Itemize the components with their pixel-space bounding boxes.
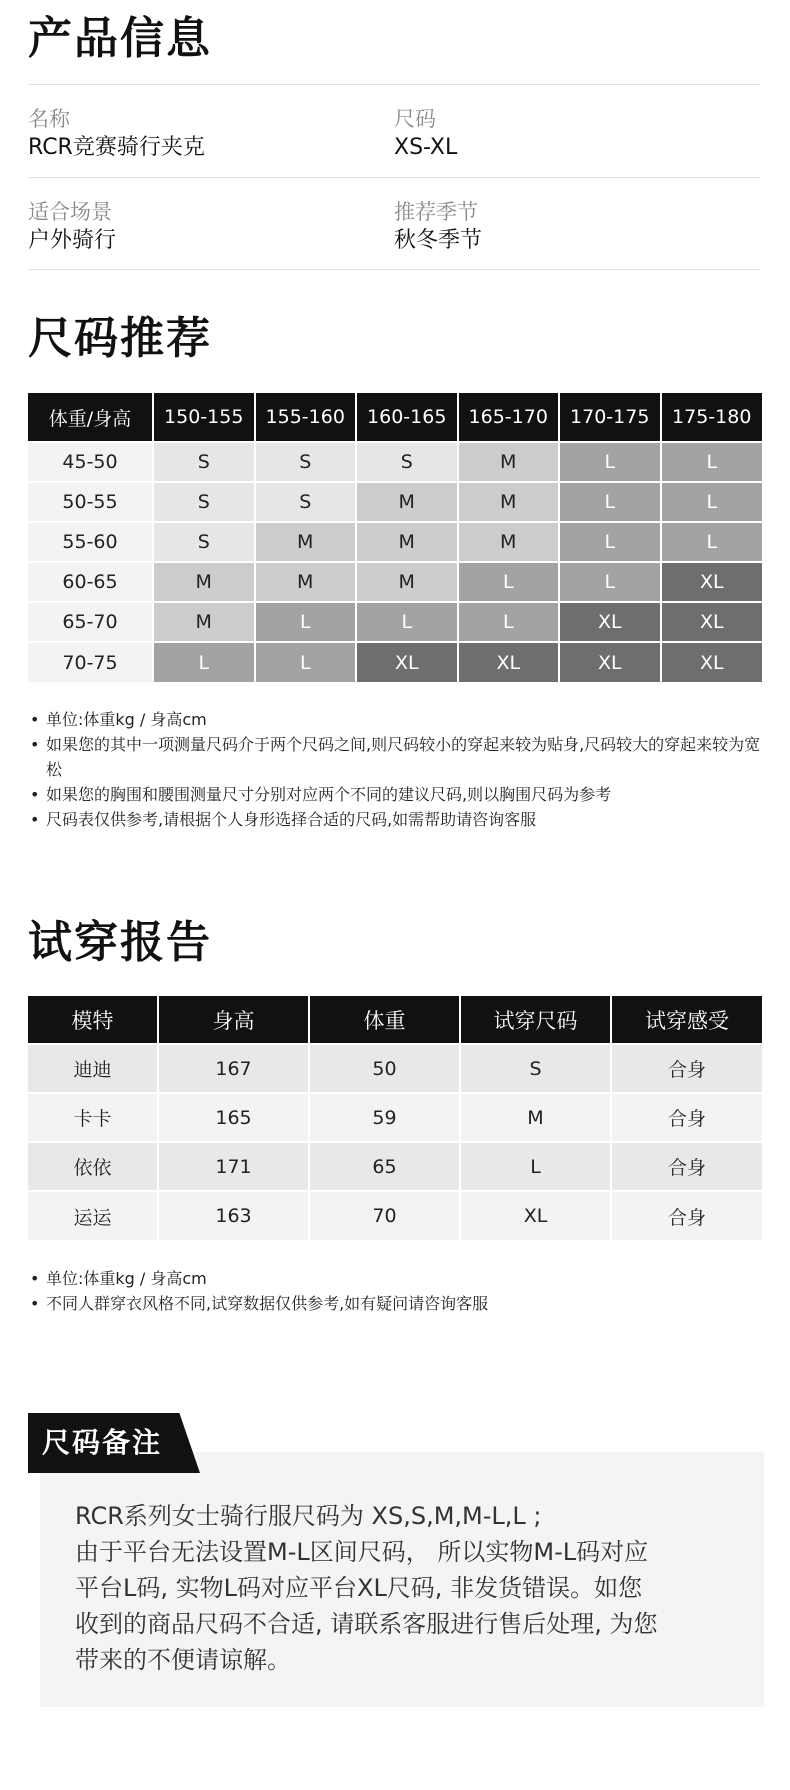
size-cell: L [661, 522, 763, 562]
remark-line: 平台L码, 实物L码对应平台XL尺码, 非发货错误。如您 [75, 1574, 643, 1602]
height-header: 170-175 [559, 393, 661, 442]
size-chart-table [28, 393, 762, 682]
info-cell-size [394, 85, 760, 177]
size-cell: XL [559, 602, 661, 642]
size-cell: XL [458, 642, 560, 682]
model-height: 171 [158, 1142, 309, 1191]
size-cell: L [559, 562, 661, 602]
model-name: 依依 [28, 1142, 158, 1191]
table-row [28, 1191, 762, 1240]
model-fit: 合身 [611, 1093, 762, 1142]
model-name: 迪迪 [28, 1044, 158, 1093]
model-name: 卡卡 [28, 1093, 158, 1142]
product-info-title: 产品信息 [28, 13, 212, 64]
size-cell: L [153, 642, 255, 682]
info-row [28, 84, 760, 177]
try-on-title: 试穿报告 [28, 917, 212, 968]
try-header: 试穿尺码 [460, 996, 611, 1044]
info-cell-name [28, 85, 394, 177]
note-item: • 单位:体重kg / 身高cm [28, 707, 768, 732]
note-item: • 如果您的其中一项测量尺码介于两个尺码之间,则尺码较小的穿起来较为贴身,尺码较大的穿起来较为宽松 [28, 732, 768, 782]
size-header-row [28, 393, 762, 442]
remark-line: 由于平台无法设置M-L区间尺码， 所以实物M-L码对应 [75, 1538, 649, 1566]
product-info-grid [28, 84, 760, 270]
model-fit: 合身 [611, 1044, 762, 1093]
size-cell: L [661, 442, 763, 482]
remark-title: 尺码备注 [42, 1426, 163, 1459]
try-header: 试穿感受 [611, 996, 762, 1044]
info-label: 适合场景 [28, 200, 112, 224]
size-cell: S [255, 442, 357, 482]
info-label: 尺码 [394, 107, 436, 131]
try-header: 身高 [158, 996, 309, 1044]
weight-cell: 60-65 [28, 562, 153, 602]
model-height: 165 [158, 1093, 309, 1142]
info-value: RCR竞赛骑行夹克 [28, 135, 205, 160]
size-cell: S [153, 522, 255, 562]
try-on-table [28, 996, 762, 1240]
weight-cell: 45-50 [28, 442, 153, 482]
corner-header: 体重/身高 [28, 393, 153, 442]
model-height: 167 [158, 1044, 309, 1093]
info-label: 推荐季节 [394, 200, 478, 224]
size-cell: M [458, 522, 560, 562]
table-row [28, 482, 762, 522]
model-weight: 65 [309, 1142, 460, 1191]
note-item: • 不同人群穿衣风格不同,试穿数据仅供参考,如有疑问请咨询客服 [28, 1291, 768, 1316]
size-chart-title: 尺码推荐 [28, 313, 212, 364]
size-cell: L [255, 602, 357, 642]
size-cell: M [255, 522, 357, 562]
height-header: 165-170 [458, 393, 560, 442]
weight-cell: 50-55 [28, 482, 153, 522]
size-cell: M [458, 482, 560, 522]
height-header: 155-160 [255, 393, 357, 442]
info-row [28, 177, 760, 270]
try-header-row [28, 996, 762, 1044]
size-cell: M [153, 602, 255, 642]
size-cell: M [356, 562, 458, 602]
try-header: 体重 [309, 996, 460, 1044]
size-cell: S [153, 482, 255, 522]
model-size: M [460, 1093, 611, 1142]
remark-text [75, 1498, 735, 1678]
table-row [28, 1044, 762, 1093]
remark-line: RCR系列女士骑行服尺码为 XS,S,M,M-L,L ; [75, 1502, 542, 1530]
info-cell-season [394, 178, 760, 269]
model-weight: 50 [309, 1044, 460, 1093]
size-cell: L [356, 602, 458, 642]
size-cell: XL [356, 642, 458, 682]
info-value: 户外骑行 [28, 228, 117, 253]
size-chart-notes [28, 707, 768, 832]
table-row [28, 442, 762, 482]
table-row [28, 1093, 762, 1142]
model-size: XL [460, 1191, 611, 1240]
size-cell: S [356, 442, 458, 482]
size-cell: M [255, 562, 357, 602]
weight-cell: 55-60 [28, 522, 153, 562]
size-cell: L [458, 602, 560, 642]
height-header: 150-155 [153, 393, 255, 442]
size-cell: M [153, 562, 255, 602]
size-cell: L [458, 562, 560, 602]
model-fit: 合身 [611, 1191, 762, 1240]
size-cell: S [153, 442, 255, 482]
weight-cell: 65-70 [28, 602, 153, 642]
info-cell-scene [28, 178, 394, 269]
model-size: S [460, 1044, 611, 1093]
size-cell: M [356, 522, 458, 562]
weight-cell: 70-75 [28, 642, 153, 682]
model-height: 163 [158, 1191, 309, 1240]
note-item: • 如果您的胸围和腰围测量尺寸分别对应两个不同的建议尺码,则以胸围尺码为参考 [28, 782, 768, 807]
size-cell: L [559, 442, 661, 482]
table-row [28, 642, 762, 682]
size-cell: L [559, 482, 661, 522]
size-cell: M [458, 442, 560, 482]
note-item: • 单位:体重kg / 身高cm [28, 1266, 768, 1291]
try-header: 模特 [28, 996, 158, 1044]
size-cell: L [559, 522, 661, 562]
model-weight: 70 [309, 1191, 460, 1240]
table-row [28, 602, 762, 642]
model-fit: 合身 [611, 1142, 762, 1191]
size-cell: S [255, 482, 357, 522]
remark-line: 收到的商品尺码不合适, 请联系客服进行售后处理, 为您 [75, 1610, 658, 1638]
size-cell: XL [661, 562, 763, 602]
model-size: L [460, 1142, 611, 1191]
size-cell: XL [559, 642, 661, 682]
size-cell: L [255, 642, 357, 682]
try-on-notes [28, 1266, 768, 1316]
remark-line: 带来的不便请谅解。 [75, 1646, 291, 1674]
table-row [28, 562, 762, 602]
note-item: • 尺码表仅供参考,请根据个人身形选择合适的尺码,如需帮助请咨询客服 [28, 807, 768, 832]
height-header: 175-180 [661, 393, 763, 442]
info-value: XS-XL [394, 135, 458, 160]
size-cell: XL [661, 602, 763, 642]
size-cell: L [661, 482, 763, 522]
info-label: 名称 [28, 107, 70, 131]
table-row [28, 522, 762, 562]
size-cell: XL [661, 642, 763, 682]
height-header: 160-165 [356, 393, 458, 442]
info-value: 秋冬季节 [394, 228, 483, 253]
table-row [28, 1142, 762, 1191]
size-cell: M [356, 482, 458, 522]
model-weight: 59 [309, 1093, 460, 1142]
model-name: 运运 [28, 1191, 158, 1240]
